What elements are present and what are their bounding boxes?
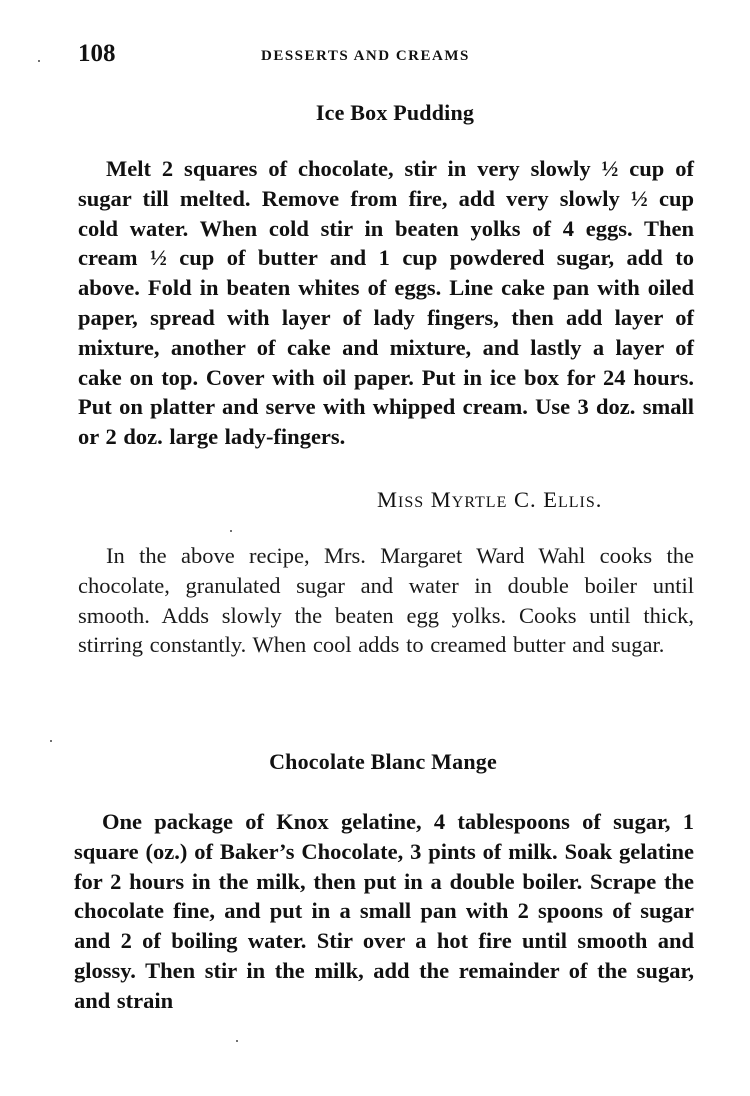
- print-speck: [236, 1040, 238, 1042]
- recipe-title-chocolate-blanc-mange: Chocolate Blanc Mange: [269, 749, 497, 774]
- print-speck: [50, 740, 52, 742]
- page-header: [78, 40, 698, 72]
- recipe-body-ice-box-pudding: Melt 2 squares of chocolate, stir in very slowly ½ cup of sugar till melted. Remove from fire, add very slowly ½ cup cold water. When cold stir in beaten yolks of 4 eggs. Then cream ½ cup of butter and 1 cup powdered sugar, add to above. Fold in beaten whites of eggs. Line cake pan with oiled paper, spread with layer of lady fingers, then add layer of mixture, another of cake and mixture, and lastly a layer of cake on top. Cover with oil paper. Put in ice box for 24 hours. Put on platter and serve with whipped cream. Use 3 doz. small or 2 doz. large lady-fingers.: [78, 156, 694, 450]
- print-speck: [230, 530, 232, 532]
- recipe-title-ice-box-pudding: Ice Box Pudding: [315, 100, 475, 125]
- page-number: 108: [78, 40, 116, 67]
- running-head: DESSERTS AND CREAMS: [261, 48, 470, 64]
- recipe-note: In the above recipe, Mrs. Margaret Ward Wahl cooks the chocolate, granulated sugar and water in double boiler until smooth. Adds slowly the beaten egg yolks. Cooks until thick, stirring constantly. When cool adds to creamed butter and sugar.: [78, 543, 694, 658]
- print-speck: [38, 60, 40, 62]
- recipe-body-chocolate-blanc-mange: One package of Knox gelatine, 4 tablespoons of sugar, 1 square (oz.) of Baker’s Chocolate, 3 pints of milk. Soak gelatine for 2 hours in the milk, then put in a double boiler. Scrape the chocolate fine, and put in a small pan with 2 spoons of sugar and 2 of boiling water. Stir over a hot fire until smooth and glossy. Then stir in the milk, add the remainder of the sugar, and strain: [74, 809, 694, 1013]
- recipe-signature: Miss Myrtle C. Ellis.: [377, 487, 603, 512]
